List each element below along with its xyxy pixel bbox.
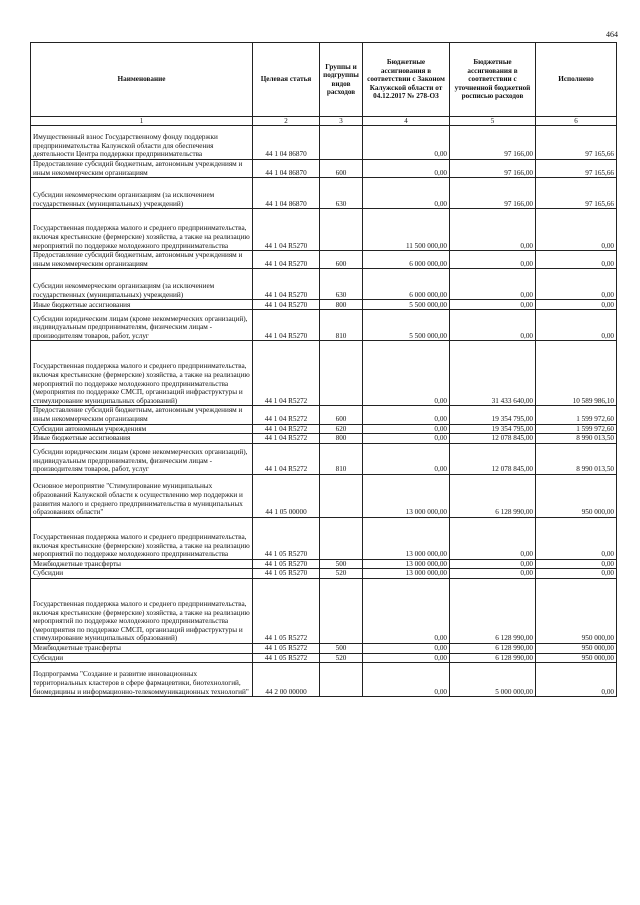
- cell-name: Предоставление субсидий бюджетным, автономным учреждениям и иным некоммерческим организациям: [31, 251, 253, 269]
- col-header-name: Наименование: [31, 43, 253, 117]
- cell-law-amount: 5 500 000,00: [363, 300, 450, 310]
- cell-target-code: 44 1 04 R5270: [253, 251, 320, 269]
- col-number: 3: [320, 117, 363, 126]
- cell-name: Субсидии: [31, 653, 253, 663]
- col-number: 6: [536, 117, 617, 126]
- cell-plan-amount: 0,00: [450, 517, 536, 559]
- cell-target-code: 44 1 04 R5272: [253, 424, 320, 434]
- table-row: [31, 251, 617, 269]
- table-row: [31, 474, 617, 517]
- cell-plan-amount: 0,00: [450, 569, 536, 579]
- cell-law-amount: 6 000 000,00: [363, 251, 450, 269]
- table-row: [31, 310, 617, 341]
- col-number: 5: [450, 117, 536, 126]
- cell-target-code: 44 1 04 86870: [253, 126, 320, 160]
- cell-plan-amount: 12 078 845,00: [450, 443, 536, 474]
- table-row: [31, 424, 617, 434]
- budget-table: [30, 42, 617, 697]
- cell-law-amount: 0,00: [363, 406, 450, 424]
- col-number: 1: [31, 117, 253, 126]
- cell-target-code: 44 1 04 R5270: [253, 269, 320, 300]
- cell-expense-group: [320, 209, 363, 251]
- cell-expense-group: [320, 474, 363, 517]
- cell-plan-amount: 6 128 990,00: [450, 578, 536, 643]
- cell-name: Субсидии некоммерческим организациям (за исключением государственных (муниципальных) учреждений): [31, 178, 253, 209]
- cell-plan-amount: 97 166,00: [450, 160, 536, 178]
- cell-name: Имущественный взнос Государственному фонду поддержки предпринимательства Калужской области для обеспечения деятельности Центра поддержки предпринимательства: [31, 126, 253, 160]
- cell-law-amount: 0,00: [363, 126, 450, 160]
- cell-name: Субсидии юридическим лицам (кроме некоммерческих организаций), индивидуальным предпринимателям, физическим лицам - производителям товаров, работ, услуг: [31, 310, 253, 341]
- table-row: [31, 300, 617, 310]
- page-number: 464: [606, 30, 618, 39]
- cell-executed-amount: 950 000,00: [536, 578, 617, 643]
- cell-target-code: 44 1 04 R5270: [253, 300, 320, 310]
- table-row: [31, 126, 617, 160]
- cell-executed-amount: 0,00: [536, 559, 617, 569]
- cell-plan-amount: 97 166,00: [450, 178, 536, 209]
- cell-law-amount: 0,00: [363, 443, 450, 474]
- cell-name: Межбюджетные трансферты: [31, 559, 253, 569]
- cell-executed-amount: 950 000,00: [536, 643, 617, 653]
- cell-name: Государственная поддержка малого и среднего предпринимательства, включая крестьянские (фермерские) хозяйства, а также на реализацию мероприятий по поддержке молодежного предпринимательства (мероприятия по поддержке СМСП, организаций инфраструктуры и стимулирование муниципальных образований): [31, 341, 253, 406]
- cell-target-code: 44 1 04 86870: [253, 160, 320, 178]
- cell-expense-group: 810: [320, 310, 363, 341]
- cell-expense-group: [320, 126, 363, 160]
- cell-executed-amount: 0,00: [536, 663, 617, 697]
- cell-name: Иные бюджетные ассигнования: [31, 434, 253, 444]
- cell-law-amount: 0,00: [363, 434, 450, 444]
- col-header-plan: Бюджетные ассигнования в соответствии с уточненной бюджетной росписью расходов: [450, 43, 536, 117]
- cell-plan-amount: 19 354 795,00: [450, 424, 536, 434]
- cell-plan-amount: 0,00: [450, 300, 536, 310]
- cell-target-code: 44 1 05 R5272: [253, 643, 320, 653]
- cell-plan-amount: 12 078 845,00: [450, 434, 536, 444]
- cell-target-code: 44 1 04 R5270: [253, 310, 320, 341]
- cell-plan-amount: 6 128 990,00: [450, 474, 536, 517]
- cell-name: Межбюджетные трансферты: [31, 643, 253, 653]
- cell-law-amount: 13 000 000,00: [363, 559, 450, 569]
- cell-expense-group: 810: [320, 443, 363, 474]
- cell-plan-amount: 6 128 990,00: [450, 653, 536, 663]
- cell-target-code: 44 1 04 R5272: [253, 341, 320, 406]
- cell-expense-group: 630: [320, 178, 363, 209]
- cell-executed-amount: 1 599 972,60: [536, 406, 617, 424]
- cell-law-amount: 6 000 000,00: [363, 269, 450, 300]
- cell-executed-amount: 0,00: [536, 300, 617, 310]
- col-number: 4: [363, 117, 450, 126]
- cell-expense-group: 500: [320, 559, 363, 569]
- cell-target-code: 44 1 04 86870: [253, 178, 320, 209]
- cell-law-amount: 13 000 000,00: [363, 474, 450, 517]
- cell-executed-amount: 0,00: [536, 310, 617, 341]
- table-row: [31, 569, 617, 579]
- cell-target-code: 44 1 05 R5272: [253, 653, 320, 663]
- cell-law-amount: 0,00: [363, 178, 450, 209]
- cell-name: Субсидии некоммерческим организациям (за исключением государственных (муниципальных) учреждений): [31, 269, 253, 300]
- col-header-target: Целевая статья: [253, 43, 320, 117]
- cell-executed-amount: 97 165,66: [536, 178, 617, 209]
- cell-plan-amount: 19 354 795,00: [450, 406, 536, 424]
- cell-executed-amount: 950 000,00: [536, 474, 617, 517]
- cell-expense-group: 520: [320, 569, 363, 579]
- cell-law-amount: 13 000 000,00: [363, 569, 450, 579]
- table-row: [31, 406, 617, 424]
- table-row: [31, 160, 617, 178]
- cell-name: Предоставление субсидий бюджетным, автономным учреждениям и иным некоммерческим организациям: [31, 160, 253, 178]
- cell-expense-group: 800: [320, 434, 363, 444]
- cell-executed-amount: 950 000,00: [536, 653, 617, 663]
- cell-target-code: 44 1 05 R5270: [253, 569, 320, 579]
- cell-expense-group: 620: [320, 424, 363, 434]
- cell-target-code: 44 2 00 00000: [253, 663, 320, 697]
- header-row: [31, 43, 617, 117]
- table-body: [31, 126, 617, 697]
- cell-executed-amount: 0,00: [536, 209, 617, 251]
- cell-plan-amount: 31 433 640,00: [450, 341, 536, 406]
- cell-plan-amount: 97 166,00: [450, 126, 536, 160]
- cell-expense-group: 600: [320, 251, 363, 269]
- cell-expense-group: [320, 578, 363, 643]
- table-row: [31, 517, 617, 559]
- cell-executed-amount: 8 990 013,50: [536, 434, 617, 444]
- table-row: [31, 559, 617, 569]
- cell-name: Государственная поддержка малого и среднего предпринимательства, включая крестьянские (фермерские) хозяйства, а также на реализацию мероприятий по поддержке молодежного предпринимательства (мероприятия по поддержке СМСП, организаций инфраструктуры и стимулирование муниципальных образований): [31, 578, 253, 643]
- cell-name: Подпрограмма "Создание и развитие инновационных территориальных кластеров в сфере фармацевтики, биотехнологий, биомедицины и информационно-телекоммуникационных технологий": [31, 663, 253, 697]
- cell-executed-amount: 97 165,66: [536, 160, 617, 178]
- cell-executed-amount: 1 599 972,60: [536, 424, 617, 434]
- cell-law-amount: 0,00: [363, 653, 450, 663]
- cell-expense-group: [320, 663, 363, 697]
- table-row: [31, 341, 617, 406]
- table-row: [31, 643, 617, 653]
- cell-executed-amount: 0,00: [536, 251, 617, 269]
- cell-plan-amount: 0,00: [450, 559, 536, 569]
- cell-plan-amount: 0,00: [450, 269, 536, 300]
- table-row: [31, 209, 617, 251]
- table-row: [31, 653, 617, 663]
- cell-expense-group: 600: [320, 406, 363, 424]
- cell-plan-amount: 5 000 000,00: [450, 663, 536, 697]
- cell-executed-amount: 8 990 013,50: [536, 443, 617, 474]
- cell-expense-group: 800: [320, 300, 363, 310]
- cell-expense-group: [320, 517, 363, 559]
- column-number-row: [31, 117, 617, 126]
- cell-executed-amount: 0,00: [536, 517, 617, 559]
- cell-law-amount: 0,00: [363, 578, 450, 643]
- cell-law-amount: 13 000 000,00: [363, 517, 450, 559]
- cell-expense-group: [320, 341, 363, 406]
- cell-expense-group: 500: [320, 643, 363, 653]
- table-row: [31, 178, 617, 209]
- cell-target-code: 44 1 05 R5270: [253, 559, 320, 569]
- cell-executed-amount: 0,00: [536, 569, 617, 579]
- cell-expense-group: 520: [320, 653, 363, 663]
- cell-executed-amount: 0,00: [536, 269, 617, 300]
- cell-target-code: 44 1 04 R5272: [253, 434, 320, 444]
- cell-target-code: 44 1 04 R5270: [253, 209, 320, 251]
- col-header-law: Бюджетные ассигнования в соответствии с Законом Калужской области от 04.12.2017 № 278-ОЗ: [363, 43, 450, 117]
- table-row: [31, 663, 617, 697]
- cell-target-code: 44 1 05 R5272: [253, 578, 320, 643]
- cell-name: Субсидии автономным учреждениям: [31, 424, 253, 434]
- table-row: [31, 434, 617, 444]
- col-number: 2: [253, 117, 320, 126]
- col-header-done: Исполнено: [536, 43, 617, 117]
- cell-law-amount: 0,00: [363, 424, 450, 434]
- cell-name: Субсидии юридическим лицам (кроме некоммерческих организаций), индивидуальным предпринимателям, физическим лицам - производителям товаров, работ, услуг: [31, 443, 253, 474]
- col-header-group: Группы и подгруппы видов расходов: [320, 43, 363, 117]
- cell-name: Государственная поддержка малого и среднего предпринимательства, включая крестьянские (фермерские) хозяйства, а также на реализацию мероприятий по поддержке молодежного предпринимательства: [31, 517, 253, 559]
- cell-name: Иные бюджетные ассигнования: [31, 300, 253, 310]
- cell-plan-amount: 0,00: [450, 209, 536, 251]
- cell-target-code: 44 1 04 R5272: [253, 406, 320, 424]
- cell-law-amount: 5 500 000,00: [363, 310, 450, 341]
- cell-name: Субсидии: [31, 569, 253, 579]
- cell-executed-amount: 97 165,66: [536, 126, 617, 160]
- cell-target-code: 44 1 04 R5272: [253, 443, 320, 474]
- cell-target-code: 44 1 05 R5270: [253, 517, 320, 559]
- table-row: [31, 578, 617, 643]
- cell-plan-amount: 0,00: [450, 310, 536, 341]
- cell-plan-amount: 0,00: [450, 251, 536, 269]
- cell-law-amount: 0,00: [363, 341, 450, 406]
- cell-name: Основное мероприятие "Стимулирование муниципальных образований Калужской области к осуществлению мер поддержки и развития малого и среднего предпринимательства в муниципальных образованиях области": [31, 474, 253, 517]
- cell-target-code: 44 1 05 00000: [253, 474, 320, 517]
- cell-law-amount: 11 500 000,00: [363, 209, 450, 251]
- table-row: [31, 443, 617, 474]
- cell-name: Государственная поддержка малого и среднего предпринимательства, включая крестьянские (фермерские) хозяйства, а также на реализацию мероприятий по поддержке молодежного предпринимательства: [31, 209, 253, 251]
- cell-expense-group: 600: [320, 160, 363, 178]
- cell-law-amount: 0,00: [363, 643, 450, 653]
- cell-law-amount: 0,00: [363, 160, 450, 178]
- cell-expense-group: 630: [320, 269, 363, 300]
- cell-executed-amount: 10 589 986,10: [536, 341, 617, 406]
- table-row: [31, 269, 617, 300]
- cell-law-amount: 0,00: [363, 663, 450, 697]
- cell-plan-amount: 6 128 990,00: [450, 643, 536, 653]
- cell-name: Предоставление субсидий бюджетным, автономным учреждениям и иным некоммерческим организациям: [31, 406, 253, 424]
